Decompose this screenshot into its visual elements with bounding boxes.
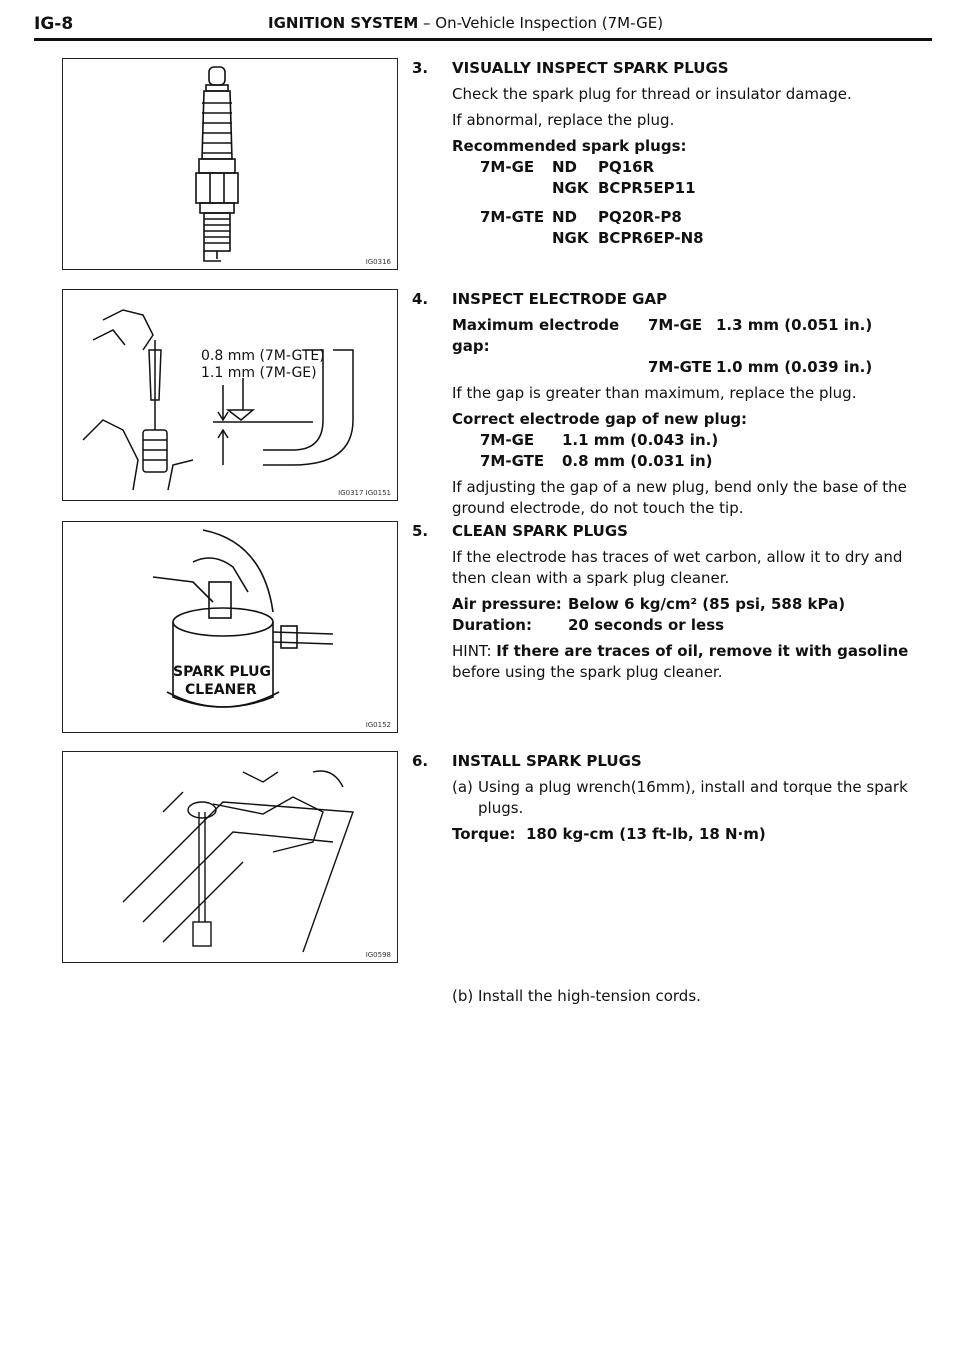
figure-plug-cleaner [62, 521, 398, 733]
page-header [34, 6, 932, 40]
section-heading: INSPECT ELECTRODE GAP [452, 290, 668, 308]
cleaner-label-1: SPARK PLUG [173, 664, 271, 680]
paragraph: If abnormal, replace the plug. [452, 111, 675, 129]
paragraph: Check the spark plug for thread or insulator damage. [452, 85, 852, 103]
section-install-plugs [412, 751, 912, 845]
figure-electrode-gap [62, 289, 398, 501]
figure-code: IG0317 IG0151 [338, 489, 391, 497]
page-title: IGNITION SYSTEM – On-Vehicle Inspection (7M-GE) [268, 14, 664, 32]
spec-row: 7M-GE 1.1 mm (0.043 in.) [480, 431, 719, 449]
spec-label: Recommended spark plugs: [452, 137, 687, 155]
paragraph: If the gap is greater than maximum, replace the plug. [452, 384, 857, 402]
figure-install-plug [62, 751, 398, 963]
gap-gauge-illustration [63, 290, 397, 500]
spec-row: 7M-GTE 0.8 mm (0.031 in) [480, 452, 713, 470]
figure-code: IG0598 [365, 951, 391, 959]
gap-label-gte: 0.8 mm (7M-GTE) [201, 348, 325, 364]
spec-row: Torque: 180 kg-cm (13 ft-lb, 18 N·m) [452, 825, 766, 843]
figure-code: IG0152 [365, 721, 391, 729]
spark-plug-illustration [63, 59, 397, 269]
spec-row: Maximum electrode gap: 7M-GE 1.3 mm (0.051 in.) [452, 316, 873, 355]
hint-paragraph: HINT: If there are traces of oil, remove it with gasoline before using the spark plug cleaner. [452, 642, 909, 681]
spec-row: NGK BCPR6EP-N8 [552, 229, 704, 247]
header-rule [34, 38, 932, 41]
spec-row: NGK BCPR5EP11 [552, 179, 696, 197]
figure-spark-plug [62, 58, 398, 270]
section-clean-plugs [412, 521, 912, 688]
spec-label: Correct electrode gap of new plug: [452, 410, 748, 428]
spec-row: Air pressure: Below 6 kg/cm² (85 psi, 588 kPa) [452, 595, 846, 613]
section-heading: VISUALLY INSPECT SPARK PLUGS [452, 59, 729, 77]
spec-row: Duration: 20 seconds or less [452, 616, 725, 634]
spec-row: 7M-GTE 1.0 mm (0.039 in.) [648, 358, 873, 376]
step-number: 6. [412, 752, 429, 770]
step-number: 4. [412, 290, 429, 308]
spec-row: 7M-GE ND PQ16R [480, 158, 655, 176]
step-number: 3. [412, 59, 429, 77]
page-number: IG-8 [34, 14, 74, 34]
cleaner-label-2: CLEANER [185, 682, 257, 698]
substep-a: (a) Using a plug wrench(16mm), install and torque the spark plugs. [452, 778, 908, 817]
step-number: 5. [412, 522, 429, 540]
paragraph: If adjusting the gap of a new plug, bend only the base of the ground electrode, do not touch the tip. [452, 478, 907, 517]
section-electrode-gap [412, 289, 912, 524]
section-heading: CLEAN SPARK PLUGS [452, 522, 628, 540]
gap-label-ge: 1.1 mm (7M-GE) [201, 365, 317, 381]
section-heading: INSTALL SPARK PLUGS [452, 752, 642, 770]
plug-cleaner-illustration [63, 522, 397, 732]
figure-code: IG0316 [365, 258, 391, 266]
section-visual-inspect [412, 58, 912, 249]
install-plug-illustration [63, 752, 397, 962]
substep-b: (b) Install the high-tension cords. [452, 987, 701, 1005]
spec-row: 7M-GTE ND PQ20R-P8 [480, 208, 682, 226]
paragraph: If the electrode has traces of wet carbon, allow it to dry and then clean with a spark plug cleaner. [452, 548, 903, 587]
